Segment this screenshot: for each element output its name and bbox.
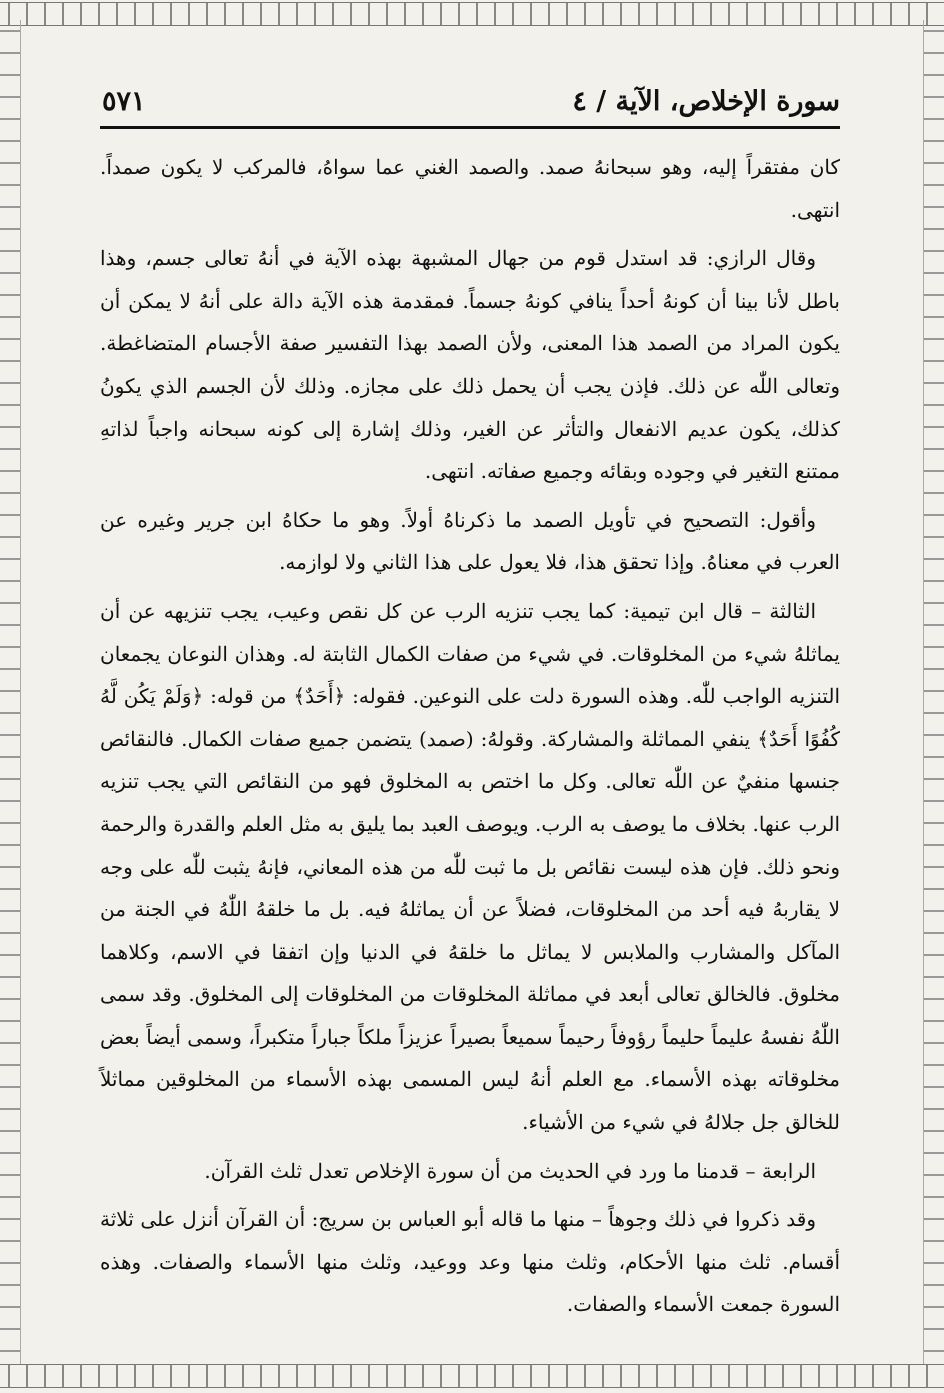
paragraph-author-opinion: وأقول: التصحيح في تأويل الصمد ما ذكرناهُ أولاً. وهو ما حكاهُ ابن جرير وغيره عن العرب في معناهُ. وإذا تحقق هذا، فلا يعول على هذا الثاني ولا لوازمه. xyxy=(100,507,840,575)
decorative-border-bottom xyxy=(0,1364,944,1388)
decorative-border-top xyxy=(0,2,944,26)
surah-title: سورة الإخلاص، الآية / ٤ xyxy=(572,86,840,117)
paragraph-razi: وقال الرازي: قد استدل قوم من جهال المشبهة بهذه الآية في أنهُ تعالى جسم، وهذا باطل لأنا بينا أن كونهُ أحداً ينافي كونهُ جسماً. فمقدمة هذه الآية دالة على أنهُ لا يمكن أن يكون المراد من الصمد هذا المعنى، ولأن الصمد بهذا التفسير صفة الأجسام المتضاغطة. وتعالى اللّٰه عن ذلك. فإذن يجب أن يحمل ذلك على مجازه. وذلك لأن الجسم الذي يكونُ كذلك، يكون عديم الانفعال والتأثر عن الغير، وذلك إشارة إلى كونه سبحانه واجباً لذاتهِ ممتنع التغير في وجوده وبقائه وجميع صفاته. انتهى. xyxy=(100,246,840,484)
paragraph-1: كان مفتقراً إليه، وهو سبحانهُ صمد. والصمد الغني عما سواهُ، فالمركب لا يكون صمداً. انتهى. xyxy=(100,155,840,222)
paragraph-final: وقد ذكروا في ذلك وجوهاً – منها ما قاله أبو العباس بن سريج: أن القرآن أنزل على ثلاثة أقسام. ثلث منها الأحكام، وثلث منها وعد ووعيد، وثلث منها الأسماء والصفات. وهذه السورة جمعت الأسماء والصفات. xyxy=(100,1207,840,1317)
decorative-border-right xyxy=(923,20,944,1366)
paragraph-third-point: الثالثة – قال ابن تيمية: كما يجب تنزيه الرب عن كل نقص وعيب، يجب تنزيهه عن أن يماثلهُ شيء من المخلوقات. في شيء من صفات الكمال الثابتة له. وهذان النوعان يجمعان التنزيه الواجب للّٰه. وهذه السورة دلت على النوعين. فقوله: ﴿أَحَدٌ﴾ من قوله: ﴿وَلَمْ يَكُن لَّهُ كُفُوًا أَحَدٌ﴾ ينفي المماثلة والمشاركة. وقولهُ: (صمد) يتضمن جميع صفات الكمال. فالنقائص جنسها منفيٌ عن اللّٰه تعالى. وكل ما اختص به المخلوق فهو من النقائص التي يجب تنزيه الرب عنها. بخلاف ما يوصف به الرب. ويوصف العبد بما يليق به مثل العلم والقدرة والرحمة ونحو ذلك. فإن هذه ليست نقائص بل ما ثبت للّٰه من هذه المعاني، فإنهُ يثبت للّٰه على وجه لا يقاربهُ فيه أحد من المخلوقات، فضلاً عن أن يماثلهُ فيه. بل ما خلقهُ اللّٰهُ في الجنة من المآكل والمشارب والملابس لا يماثل ما خلقهُ في الدنيا وإن اتفقا في الاسم، وكلاهما مخلوق. فالخالق تعالى أبعد في مماثلة المخلوقات من المخلوقات إلى المخلوق. وقد سمى اللّٰهُ نفسهُ عليماً حليماً رؤوفاً رحيماً سميعاً بصيراً عزيزاً ملكاً جباراً متكبراً، وسمى أيضاً بعض مخلوقاته بهذه الأسماء. مع العلم أنهُ ليس المسمى بهذه الأسماء من المخلوقين مماثلاً للخالق جل جلالهُ في شيء من الأشياء. xyxy=(100,598,840,1135)
page-body xyxy=(100,146,840,1332)
paragraph-fourth-point: الرابعة – قدمنا ما ورد في الحديث من أن سورة الإخلاص تعدل ثلث القرآن. xyxy=(204,1158,816,1183)
decorative-border-left xyxy=(0,20,21,1366)
page-number: ٥٧١ xyxy=(102,86,146,117)
page-header xyxy=(100,82,840,129)
